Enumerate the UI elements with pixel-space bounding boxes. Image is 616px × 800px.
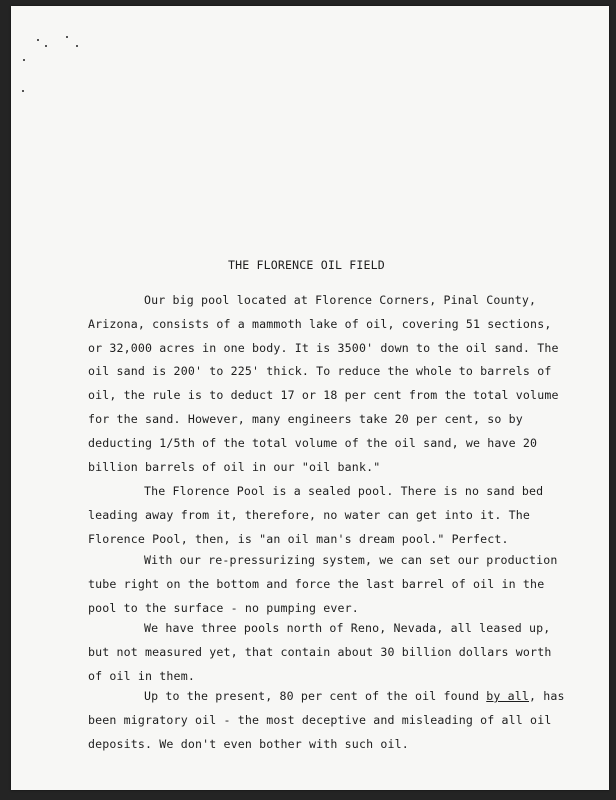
paragraph-3: With our re-pressurizing system, we can set our production tube right on the bottom and force the last barrel of oil in the pool to the surface - no pumping ever. — [88, 553, 558, 615]
paper-speck — [45, 45, 47, 47]
paragraph-5 — [88, 685, 568, 756]
page-title: THE FLORENCE OIL FIELD — [228, 258, 385, 272]
paper-speck — [23, 59, 25, 61]
paragraph-5-start: Up to the present, 80 per cent of the oil found — [144, 689, 487, 703]
underlined-phrase: by all — [486, 689, 530, 703]
paragraph-2: The Florence Pool is a sealed pool. There is no sand bed leading away from it, therefore, no water can get into it. The Florence Pool, then, is "an oil man's dream pool." Perfect. — [88, 484, 544, 546]
paragraph-1: Our big pool located at Florence Corners, Pinal County, Arizona, consists of a mammoth lake of oil, covering 51 sections, or 32,000 acres in one body. It is 3500' down to the oil sand. The oil sand is 200' to 225' thick. To reduce the whole to barrels of oil, the rule is to deduct 17 or 18 per cent from the total volume for the sand. However, many engineers take 20 per cent, so by deducting 1/5th of the total volume of the oil sand, we have 20 billion barrels of oil in our "oil bank." — [88, 293, 559, 474]
paper-speck — [22, 90, 24, 92]
paper-speck — [37, 39, 39, 41]
paragraph-4: We have three pools north of Reno, Nevada, all leased up, but not measured yet, that contain about 30 billion dollars worth of oil in them. — [88, 621, 552, 683]
typewritten-page — [11, 6, 609, 790]
paper-speck — [76, 45, 78, 47]
paragraph-5-end: , has been migratory oil - the most deceptive and misleading of all oil deposits. We don't even bother with such oil. — [88, 689, 565, 751]
paper-speck — [66, 36, 68, 38]
